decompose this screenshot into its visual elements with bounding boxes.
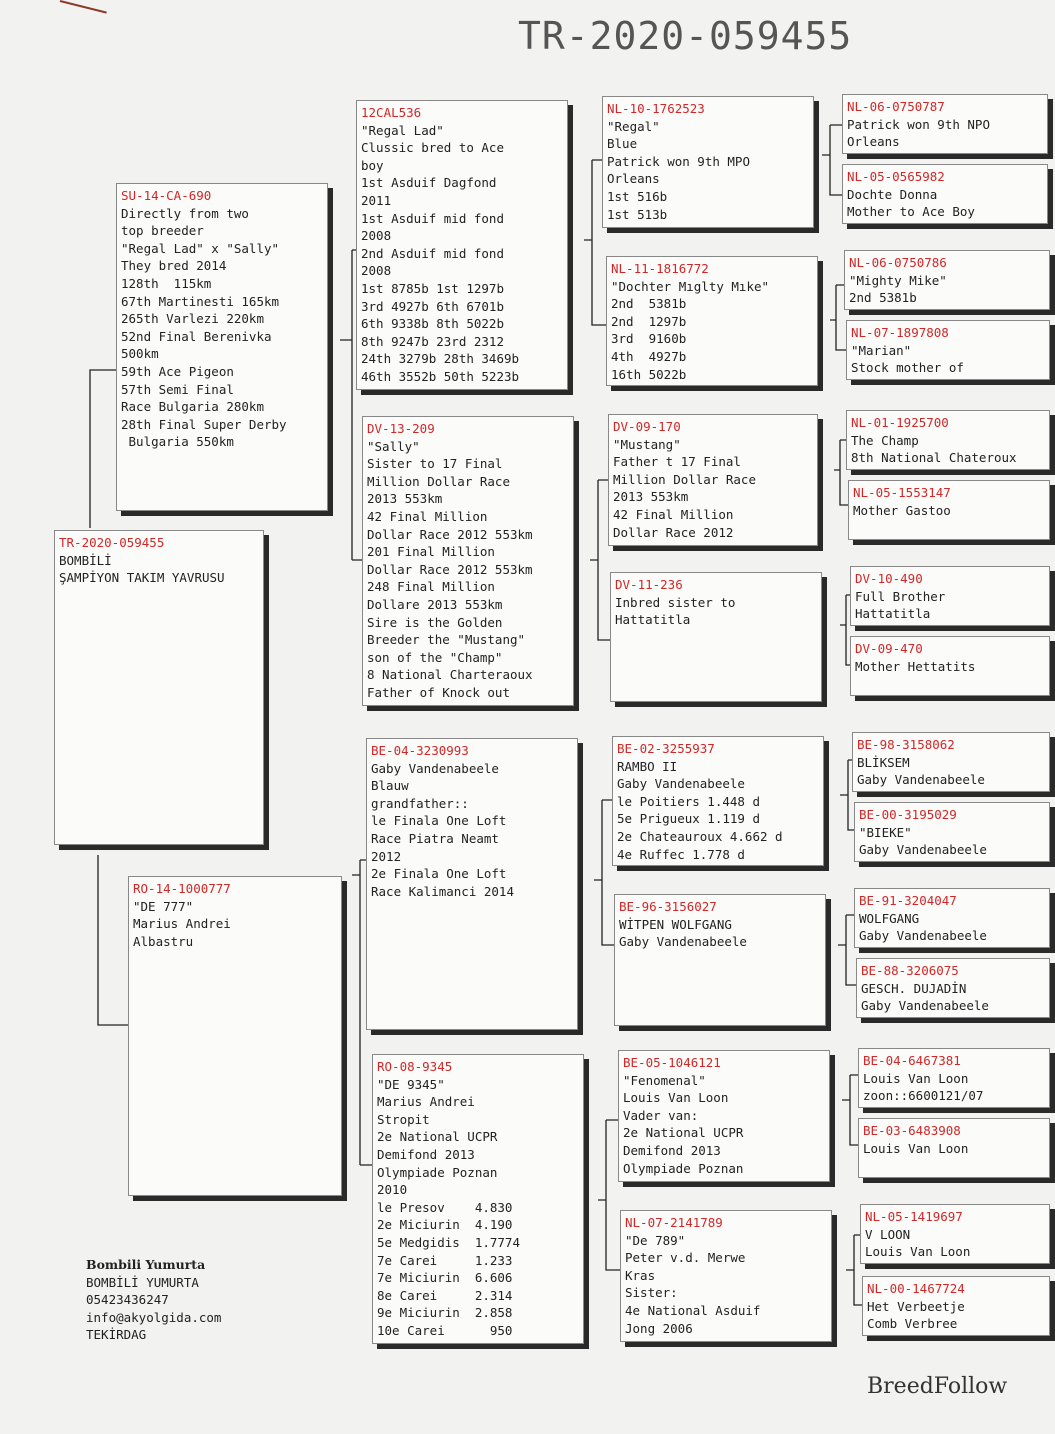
ring-number: DV-13-209 bbox=[367, 421, 435, 436]
box-text-line: 67th Martinesti 165km bbox=[121, 293, 280, 309]
box-dam bbox=[128, 876, 342, 1196]
box-text-line: 1st 516b bbox=[607, 188, 668, 204]
box-text-line: 2nd 5381b bbox=[611, 296, 687, 312]
box-text-line: le Presov 4.830 bbox=[377, 1199, 513, 1215]
box-text-line: le Finala One Loft bbox=[371, 813, 507, 829]
box-text-line: "Mustang" bbox=[613, 436, 681, 452]
box-great-10 bbox=[854, 802, 1050, 862]
box-text-line: 57th Semi Final bbox=[121, 381, 234, 397]
box-text-line: Marius Andrei bbox=[133, 916, 231, 932]
box-text-line: Million Dollar Race bbox=[613, 471, 756, 487]
box-text-line: Stropit bbox=[377, 1111, 430, 1127]
box-text-line: "Mighty Mike" bbox=[849, 272, 947, 288]
box-text-line: 1st 8785b 1st 1297b bbox=[361, 280, 504, 296]
box-dam-sire bbox=[366, 738, 578, 1030]
box-text-line: Gaby Vandenabeele bbox=[617, 776, 745, 792]
box-text-line: 7e Carei 1.233 bbox=[377, 1252, 513, 1268]
box-text-line: 6th 9338b 8th 5022b bbox=[361, 316, 504, 332]
box-great-2 bbox=[842, 164, 1048, 224]
ring-number: DV-10-490 bbox=[855, 571, 923, 586]
box-text-line: "Regal" bbox=[607, 118, 660, 134]
box-text-line: Mother Gastoo bbox=[853, 502, 951, 518]
box-text-line: Gaby Vandenabeele bbox=[371, 760, 499, 776]
box-text-line: 248 Final Million bbox=[367, 579, 495, 595]
box-text-line: grandfather:: bbox=[371, 795, 469, 811]
ring-number: BE-96-3156027 bbox=[619, 899, 717, 914]
box-text-line: Sire is the Golden bbox=[367, 614, 503, 630]
box-text-line: Mother Hettatits bbox=[855, 658, 976, 674]
ring-number: NL-07-2141789 bbox=[625, 1215, 723, 1230]
box-great-6 bbox=[848, 480, 1050, 540]
box-text-line: 3rd 4927b 6th 6701b bbox=[361, 298, 504, 314]
owner-company: BOMBİLİ YUMURTA bbox=[86, 1274, 199, 1290]
box-dd-dam bbox=[620, 1210, 832, 1342]
box-text-line: le Poitiers 1.448 d bbox=[617, 793, 760, 809]
box-text-line: Het Verbeetje bbox=[867, 1298, 965, 1314]
box-text-line: Olympiade Poznan bbox=[377, 1164, 498, 1180]
ring-number: NL-00-1467724 bbox=[867, 1281, 965, 1296]
box-sd-sire bbox=[608, 414, 818, 546]
box-text-line: Mother to Ace Boy bbox=[847, 204, 975, 220]
ring-number: BE-03-6483908 bbox=[863, 1123, 961, 1138]
ring-number: DV-09-470 bbox=[855, 641, 923, 656]
box-text-line: 7e Miciurin 6.606 bbox=[377, 1270, 513, 1286]
box-text-line: 10e Carei 950 bbox=[377, 1322, 513, 1338]
box-text-line: Gaby Vandenabeele bbox=[857, 772, 985, 788]
box-text-line: Breeder the "Mustang" bbox=[367, 632, 526, 648]
box-text-line: Blue bbox=[607, 136, 638, 152]
box-sire-dam bbox=[362, 416, 574, 706]
box-text-line: Patrick won 9th NPO bbox=[847, 116, 990, 132]
box-sd-dam bbox=[610, 572, 822, 702]
box-ss-dam bbox=[606, 256, 818, 386]
box-text-line: 2nd 5381b bbox=[849, 290, 917, 306]
box-text-line: 8e Carei 2.314 bbox=[377, 1287, 513, 1303]
box-text-line: 2e National UCPR bbox=[377, 1129, 498, 1145]
box-text-line: Stock mother of bbox=[851, 360, 964, 376]
ring-number: BE-05-1046121 bbox=[623, 1055, 721, 1070]
owner-name: Bombili Yumurta bbox=[86, 1257, 206, 1272]
box-text-line: Louis Van Loon bbox=[863, 1070, 969, 1086]
box-text-line: "Dochter Mıglty Mıke" bbox=[611, 278, 770, 294]
box-text-line: Father t 17 Final bbox=[613, 454, 741, 470]
ring-number: BE-88-3206075 bbox=[861, 963, 959, 978]
box-text-line: 1st 513b bbox=[607, 206, 668, 222]
box-text-line: 4th 4927b bbox=[611, 348, 687, 364]
box-text-line: Gaby Vandenabeele bbox=[619, 934, 747, 950]
box-text-line: Hattatitla bbox=[855, 606, 931, 622]
box-text-line: They bred 2014 bbox=[121, 258, 227, 274]
box-text-line: 8 National Charteraoux bbox=[367, 667, 533, 683]
box-text-line: Vader van: bbox=[623, 1107, 699, 1123]
box-text-line: Dochte Donna bbox=[847, 186, 938, 202]
box-ds-dam bbox=[614, 894, 826, 1026]
box-text-line: Olympiade Poznan bbox=[623, 1160, 744, 1176]
ring-number: RO-08-9345 bbox=[377, 1059, 453, 1074]
box-text-line: boy bbox=[361, 157, 384, 173]
box-text-line: 8th National Chateroux bbox=[851, 450, 1017, 466]
box-text-line: 500km bbox=[121, 346, 159, 362]
ring-number: BE-98-3158062 bbox=[857, 737, 955, 752]
ring-number: NL-11-1816772 bbox=[611, 261, 709, 276]
box-text-line: "DE 777" bbox=[133, 898, 194, 914]
box-text-line: Orleans bbox=[607, 171, 660, 187]
box-text-line: 42 Final Million bbox=[367, 508, 488, 524]
box-great-3 bbox=[844, 250, 1050, 310]
box-text-line: Dollar Race 2012 bbox=[613, 524, 734, 540]
box-text-line: Race Bulgaria 280km bbox=[121, 399, 264, 415]
box-text-line: Kras bbox=[625, 1267, 656, 1283]
box-text-line: "Fenomenal" bbox=[623, 1072, 706, 1088]
box-text-line: Peter v.d. Merwe bbox=[625, 1250, 746, 1266]
box-text-line: 2012 bbox=[371, 848, 402, 864]
box-text-line: Demifond 2013 bbox=[623, 1142, 721, 1158]
box-great-11 bbox=[854, 888, 1050, 948]
brand-logo: BreedFollow bbox=[867, 1374, 1008, 1399]
owner-city: TEKİRDAG bbox=[86, 1327, 147, 1342]
box-text-line: 2e Chateauroux 4.662 d bbox=[617, 828, 783, 844]
box-text-line: Dollar Race 2012 553km bbox=[367, 526, 533, 542]
ring-number: BE-04-6467381 bbox=[863, 1053, 961, 1068]
box-great-5 bbox=[846, 410, 1050, 470]
box-text-line: 2e Miciurin 4.190 bbox=[377, 1217, 513, 1233]
box-text-line: "Sally" bbox=[367, 438, 420, 454]
box-text-line: 2008 bbox=[361, 228, 392, 244]
ring-number: BE-04-3230993 bbox=[371, 743, 469, 758]
box-text-line: V LOON bbox=[865, 1226, 911, 1242]
box-text-line: 2008 bbox=[361, 263, 392, 279]
ring-number: BE-91-3204047 bbox=[859, 893, 957, 908]
box-text-line: 2nd 1297b bbox=[611, 313, 687, 329]
box-text-line: Gaby Vandenabeele bbox=[859, 928, 987, 944]
box-text-line: Patrick won 9th MPO bbox=[607, 153, 750, 169]
box-ss-sire bbox=[602, 96, 814, 228]
box-text-line: Father of Knock out bbox=[367, 684, 510, 700]
ring-number: NL-07-1897808 bbox=[851, 325, 949, 340]
box-text-line: GESCH. DUJADİN bbox=[861, 980, 967, 996]
box-text-line: 1st Asduif mid fond bbox=[361, 210, 504, 226]
box-text-line: 265th Varlezi 220km bbox=[121, 311, 264, 327]
box-text-line: 28th Final Super Derby bbox=[121, 416, 287, 432]
box-subject bbox=[54, 530, 264, 845]
box-text-line: "Marian" bbox=[851, 342, 912, 358]
ring-number: BE-00-3195029 bbox=[859, 807, 957, 822]
box-text-line: 46th 3552b 50th 5223b bbox=[361, 368, 520, 384]
box-text-line: top breeder bbox=[121, 223, 204, 239]
box-sire bbox=[116, 183, 328, 511]
owner-phone: 05423436247 bbox=[86, 1292, 169, 1307]
box-text-line: 52nd Final Berenivka bbox=[121, 328, 272, 344]
box-text-line: "Regal Lad" x "Sally" bbox=[121, 240, 280, 256]
box-text-line: Race Kalimanci 2014 bbox=[371, 883, 514, 899]
box-great-9 bbox=[852, 732, 1050, 792]
box-great-8 bbox=[850, 636, 1050, 696]
box-text-line: 16th 5022b bbox=[611, 366, 687, 382]
box-text-line: WOLFGANG bbox=[859, 910, 920, 926]
box-text-line: WİTPEN WOLFGANG bbox=[619, 916, 732, 932]
box-text-line: Hattatitla bbox=[615, 612, 691, 628]
box-text-line: 2013 553km bbox=[367, 491, 443, 507]
box-text-line: 2010 bbox=[377, 1182, 408, 1198]
box-great-1 bbox=[842, 94, 1048, 154]
box-text-line: Gaby Vandenabeele bbox=[859, 842, 987, 858]
ring-number: 12CAL536 bbox=[361, 105, 422, 120]
box-great-7 bbox=[850, 566, 1050, 626]
ring-number: SU-14-CA-690 bbox=[121, 188, 212, 203]
box-text-line: ŞAMPİYON TAKIM YAVRUSU bbox=[59, 570, 225, 586]
box-text-line: 1st Asduif Dagfond bbox=[361, 175, 497, 191]
box-text-line: Inbred sister to bbox=[615, 594, 736, 610]
box-text-line: BOMBİLİ bbox=[59, 552, 112, 568]
box-text-line: RAMBO II bbox=[617, 758, 678, 774]
box-text-line: 4e Ruffec 1.778 d bbox=[617, 846, 745, 862]
box-text-line: Marius Andrei bbox=[377, 1094, 475, 1110]
box-text-line: Million Dollar Race bbox=[367, 473, 510, 489]
box-great-14 bbox=[858, 1118, 1050, 1178]
box-text-line: 4e National Asduif bbox=[625, 1302, 761, 1318]
box-text-line: Dollar Race 2012 553km bbox=[367, 561, 533, 577]
ring-number: DV-09-170 bbox=[613, 419, 681, 434]
box-text-line: son of the "Champ" bbox=[367, 649, 503, 665]
box-text-line: Louis Van Loon bbox=[863, 1140, 969, 1156]
ring-number: NL-06-0750787 bbox=[847, 99, 945, 114]
ring-number: RO-14-1000777 bbox=[133, 881, 231, 896]
box-text-line: 2013 553km bbox=[613, 489, 689, 505]
box-text-line: 2nd Asduif mid fond bbox=[361, 245, 504, 261]
box-text-line: 2e Finala One Loft bbox=[371, 866, 507, 882]
box-great-15 bbox=[860, 1204, 1050, 1264]
box-text-line: Race Piatra Neamt bbox=[371, 830, 499, 846]
box-text-line: Sister: bbox=[625, 1285, 678, 1301]
box-text-line: Comb Verbree bbox=[867, 1316, 958, 1332]
ring-number: NL-05-1553147 bbox=[853, 485, 951, 500]
box-text-line: Blauw bbox=[371, 778, 409, 794]
box-dd-sire bbox=[618, 1050, 830, 1182]
box-sire-sire bbox=[356, 100, 568, 390]
ring-number: NL-10-1762523 bbox=[607, 101, 705, 116]
ring-number: NL-06-0750786 bbox=[849, 255, 947, 270]
box-text-line: 5e Prigueux 1.119 d bbox=[617, 811, 760, 827]
box-text-line: "BIEKE" bbox=[859, 824, 912, 840]
box-text-line: 201 Final Million bbox=[367, 544, 495, 560]
box-great-12 bbox=[856, 958, 1050, 1018]
box-great-16 bbox=[862, 1276, 1050, 1336]
box-text-line: 2011 bbox=[361, 192, 392, 208]
box-ds-sire bbox=[612, 736, 824, 866]
ring-number: NL-01-1925700 bbox=[851, 415, 949, 430]
owner-contact bbox=[86, 1256, 221, 1344]
box-text-line: zoon::6600121/07 bbox=[863, 1088, 984, 1104]
box-text-line: The Champ bbox=[851, 432, 919, 448]
box-text-line: "Regal Lad" bbox=[361, 122, 444, 138]
box-text-line: Demifond 2013 bbox=[377, 1146, 475, 1162]
box-text-line: 24th 3279b 28th 3469b bbox=[361, 351, 520, 367]
ring-number: TR-2020-059455 bbox=[59, 535, 165, 550]
box-text-line: 59th Ace Pigeon bbox=[121, 363, 234, 379]
box-dam-dam bbox=[372, 1054, 584, 1344]
box-text-line: Jong 2006 bbox=[625, 1320, 693, 1336]
ring-number: DV-11-236 bbox=[615, 577, 683, 592]
ring-number: NL-05-0565982 bbox=[847, 169, 945, 184]
box-text-line: Orleans bbox=[847, 134, 900, 150]
ring-number: BE-02-3255937 bbox=[617, 741, 715, 756]
box-text-line: 3rd 9160b bbox=[611, 331, 687, 347]
box-text-line: 42 Final Million bbox=[613, 506, 734, 522]
box-text-line: 5e Medgidis 1.7774 bbox=[377, 1234, 520, 1250]
box-text-line: Gaby Vandenabeele bbox=[861, 998, 989, 1014]
box-text-line: Full Brother bbox=[855, 588, 946, 604]
pedigree-id-header: TR-2020-059455 bbox=[518, 14, 853, 58]
box-text-line: 9e Miciurin 2.858 bbox=[377, 1305, 513, 1321]
box-text-line: Louis Van Loon bbox=[623, 1090, 729, 1106]
box-text-line: 8th 9247b 23rd 2312 bbox=[361, 333, 504, 349]
box-text-line: "DE 9345" bbox=[377, 1076, 445, 1092]
box-text-line: Louis Van Loon bbox=[865, 1244, 971, 1260]
box-text-line: Dollare 2013 553km bbox=[367, 596, 503, 612]
box-text-line: Sister to 17 Final bbox=[367, 456, 503, 472]
box-text-line: "De 789" bbox=[625, 1232, 686, 1248]
box-great-13 bbox=[858, 1048, 1050, 1108]
box-text-line: Albastru bbox=[133, 933, 194, 949]
box-text-line: 2e National UCPR bbox=[623, 1125, 744, 1141]
owner-email: info@akyolgida.com bbox=[86, 1309, 222, 1325]
ring-number: NL-05-1419697 bbox=[865, 1209, 963, 1224]
box-great-4 bbox=[846, 320, 1050, 380]
box-text-line: Bulgaria 550km bbox=[121, 434, 234, 450]
box-text-line: Clussic bred to Ace bbox=[361, 140, 504, 156]
box-text-line: BLİKSEM bbox=[857, 754, 910, 770]
box-text-line: 128th 115km bbox=[121, 275, 212, 291]
box-text-line: Directly from two bbox=[121, 205, 249, 221]
